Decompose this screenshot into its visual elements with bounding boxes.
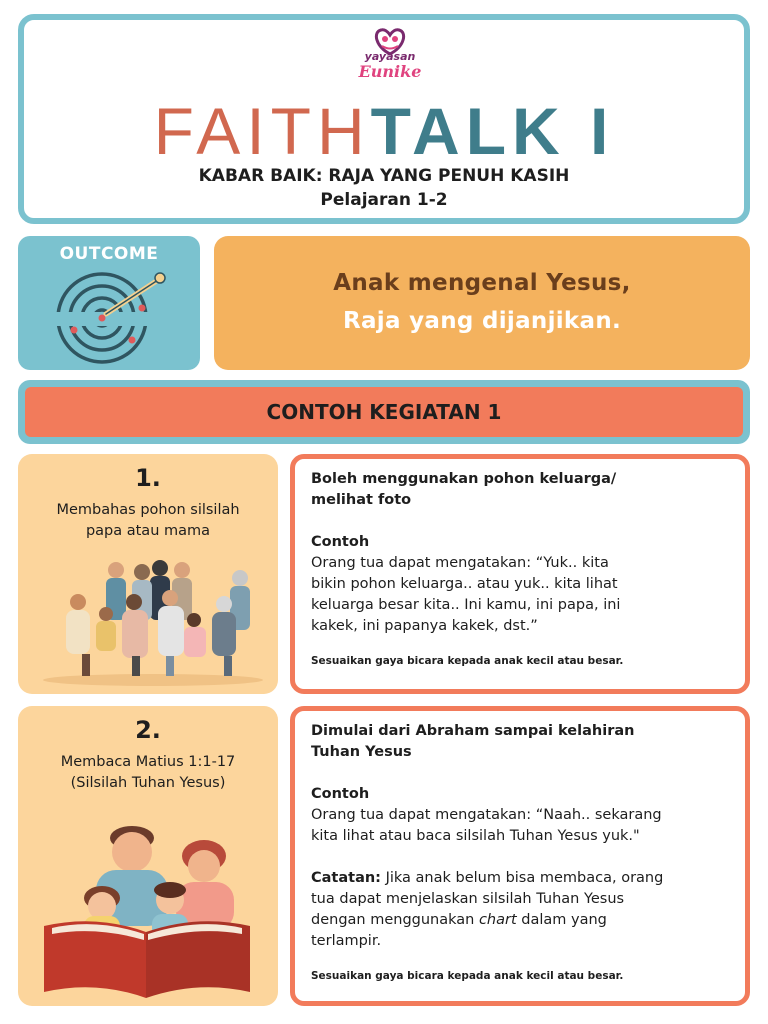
page-subtitle: KABAR BAIK: RAJA YANG PENUH KASIH	[198, 166, 570, 186]
activity-2-heading-line-2: Tuhan Yesus	[311, 744, 412, 760]
section-title: CONTOH KEGIATAN 1	[266, 400, 502, 424]
activity-2-example-line-1: Orang tua dapat mengatakan: “Naah.. sekarang	[311, 807, 662, 823]
activity-2-number: 2.	[135, 716, 161, 744]
outcome-label: OUTCOME	[59, 244, 159, 264]
activity-2-note-text-3a: dengan menggunakan	[311, 912, 479, 928]
activity-2-description	[18, 752, 278, 794]
activity-2-note-line-2: tua dapat menjelaskan silsilah Tuhan Yesus	[311, 891, 625, 907]
section-banner	[18, 380, 750, 444]
activity-2-note-label: Catatan:	[311, 870, 381, 886]
activity-1-card	[18, 454, 278, 694]
activity-2-note-text-3c: dalam yang	[516, 912, 607, 928]
activity-1-example-line-1: Orang tua dapat mengatakan: “Yuk.. kita	[311, 555, 609, 571]
activity-1-example-line-2: bikin pohon keluarga.. atau yuk.. kita lihat	[311, 576, 618, 592]
page-title	[24, 96, 744, 166]
activity-2-note-chart-word: chart	[478, 912, 517, 928]
activity-2-desc-line-1: Membaca Matius 1:1-17	[60, 754, 236, 770]
activity-2-note-line-3	[311, 910, 729, 931]
header-panel	[18, 14, 750, 224]
lesson-label: Pelajaran 1-2	[320, 190, 448, 210]
activity-2-note-line-1	[311, 868, 729, 889]
activity-1-desc-line-1: Membahas pohon silsilah	[56, 502, 240, 518]
activity-1-example-line-4: kakek, ini papanya kakek, dst.”	[311, 618, 538, 634]
activity-1-note: Sesuaikan gaya bicara kepada anak kecil atau besar.	[311, 655, 624, 667]
activity-2-example-line-2: kita lihat atau baca silsilah Tuhan Yesus yuk."	[311, 828, 640, 844]
outcome-line-1: Anak mengenal Yesus,	[333, 270, 631, 296]
activity-2-note-text-1: Jika anak belum bisa membaca, orang	[380, 870, 664, 886]
activity-1-desc-line-2: papa atau mama	[85, 523, 211, 539]
radar-target-icon	[46, 268, 176, 364]
outcome-statement	[214, 236, 750, 370]
logo	[355, 26, 425, 94]
logo-word-yayasan: yayasan	[364, 50, 416, 63]
outcome-line-2: Raja yang dijanjikan.	[342, 308, 622, 334]
title-faith: FAITH	[153, 94, 371, 168]
family-group-illustration	[38, 558, 268, 688]
outcome-box	[18, 236, 200, 370]
activity-1-details	[290, 454, 750, 694]
family-reading-illustration	[40, 814, 256, 1000]
title-talk: TALK I	[370, 94, 615, 168]
activity-1-description	[18, 500, 278, 542]
activity-2-note: Sesuaikan gaya bicara kepada anak kecil atau besar.	[311, 970, 624, 982]
activity-2-example-label: Contoh	[311, 786, 370, 802]
activity-1-heading-line-2: melihat foto	[311, 492, 412, 508]
logo-word-eunike: Eunike	[358, 62, 422, 81]
section-banner-inner	[25, 387, 743, 437]
activity-2-card	[18, 706, 278, 1006]
activity-1-example-label: Contoh	[311, 534, 370, 550]
activity-1-example-line-3: keluarga besar kita.. Ini kamu, ini papa, ini	[311, 597, 621, 613]
activity-2-details	[290, 706, 750, 1006]
activity-1-number: 1.	[135, 464, 161, 492]
activity-2-desc-line-2: (Silsilah Tuhan Yesus)	[70, 775, 226, 791]
activity-1-heading-line-1: Boleh menggunakan pohon keluarga/	[311, 471, 617, 487]
activity-2-heading-line-1: Dimulai dari Abraham sampai kelahiran	[311, 723, 635, 739]
activity-2-note-line-4: terlampir.	[311, 933, 382, 949]
